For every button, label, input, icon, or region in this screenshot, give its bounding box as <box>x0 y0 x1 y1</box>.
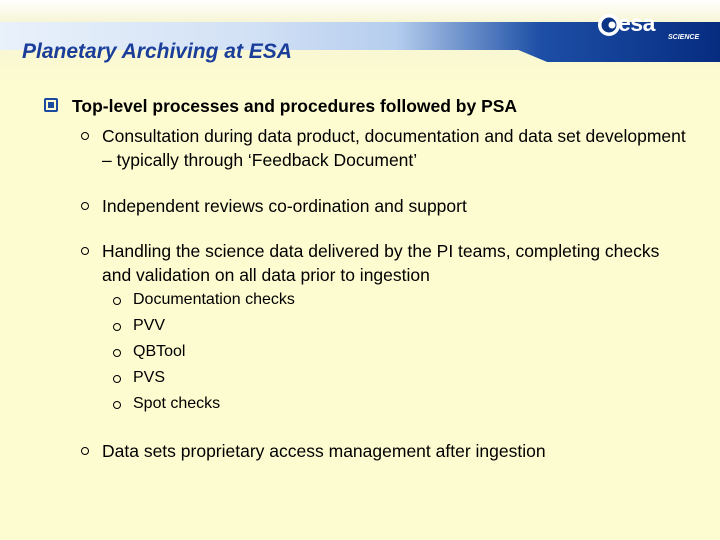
sub-bullet-reviews: Independent reviews co-ordination and support <box>102 196 467 216</box>
check-item: QBTool <box>133 343 186 360</box>
square-bullet-icon <box>44 98 58 112</box>
circle-bullet-icon <box>81 447 89 455</box>
circle-bullet-icon <box>113 375 121 383</box>
check-item: Documentation checks <box>133 291 295 308</box>
circle-bullet-icon <box>81 202 89 210</box>
circle-bullet-icon <box>113 401 121 409</box>
circle-bullet-icon <box>113 297 121 305</box>
sub-bullet-handling: Handling the science data delivered by the PI teams, completing checks and validation on all data prior to ingestion <box>102 241 660 285</box>
circle-bullet-icon <box>81 247 89 255</box>
logo-text: esa <box>618 10 655 36</box>
main-bullet-text: Top-level processes and procedures followed by PSA <box>72 96 518 116</box>
circle-bullet-icon <box>113 349 121 357</box>
sub-bullet-consultation: Consultation during data product, documentation and data set development – typically through ‘Feedback Document’ <box>102 126 686 170</box>
logo-subtext: SCIENCE <box>668 34 700 41</box>
check-item: PVV <box>133 317 166 334</box>
sub-bullet-access: Data sets proprietary access management after ingestion <box>102 441 546 461</box>
page-title: Planetary Archiving at ESA <box>22 40 292 63</box>
check-item: PVS <box>133 369 166 386</box>
check-item: Spot checks <box>133 395 221 412</box>
circle-bullet-icon <box>113 323 121 331</box>
circle-bullet-icon <box>81 132 89 140</box>
